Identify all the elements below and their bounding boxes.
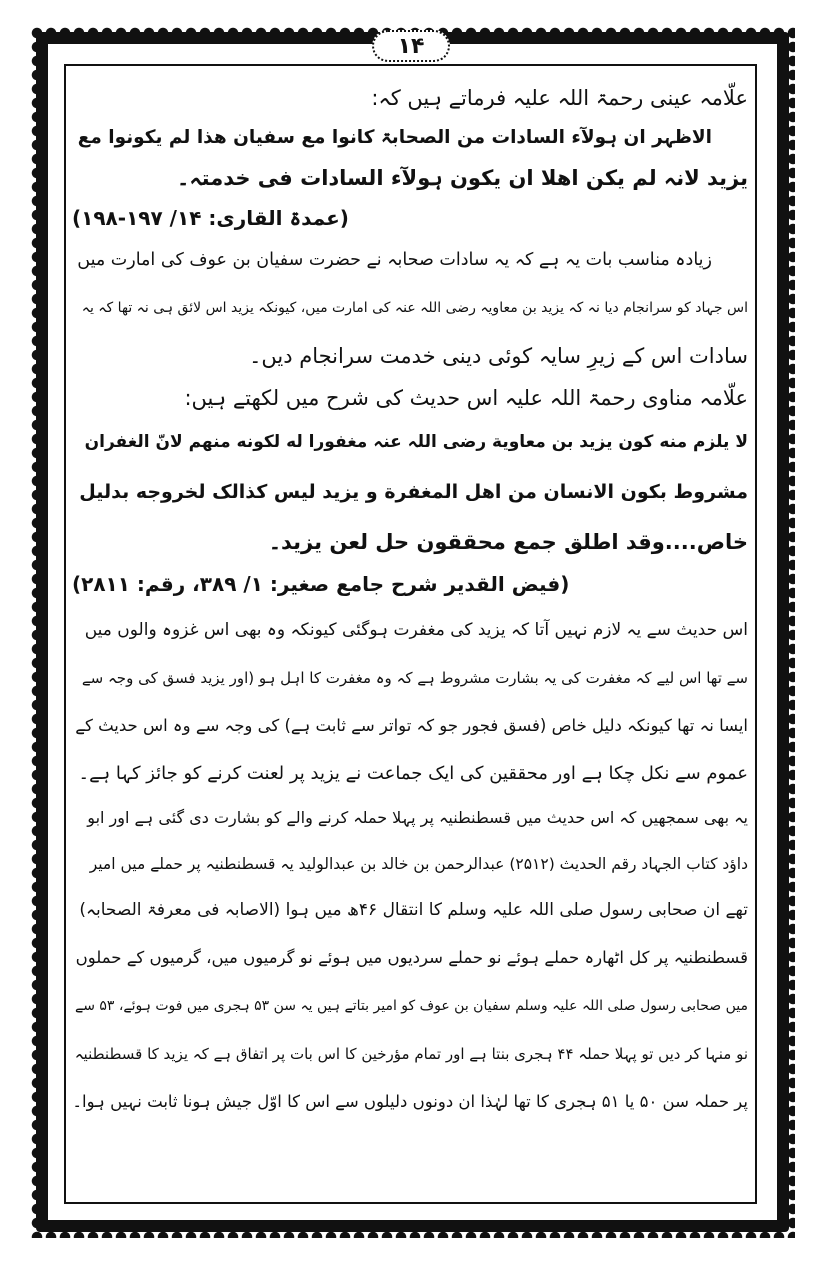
- line-22: نو منہا کر دیں تو پہلا حملہ ۴۴ ہجری بنتا ہے اور تمام مؤرخین کا اس بات پر اتفاق ہے کہ یزید کا قسطنطنیہ: [74, 1045, 748, 1063]
- line-3: یزید لانہ لم یکن اھلا ان یکون ہولآء السادات فی خدمتہ۔: [177, 166, 748, 190]
- line-18: داؤد کتاب الجہاد رقم الحدیث (۲۵۱۲) عبدالرحمن بن خالد بن عبدالولید یہ قسطنطنیہ پر حملے میں امیر: [89, 855, 748, 873]
- line-20: قسطنطنیہ پر کل اٹھارہ حملے ہوئے نو حملے سردیوں میں ہوئے نو گرمیوں میں، گرمیوں کے حملوں: [75, 948, 748, 967]
- line-19: تھے ان صحابی رسول صلی اللہ علیہ وسلم کا انتقال ۴۶ھ میں ہوا (الاصابہ فی معرفۃ الصحابہ): [79, 900, 748, 920]
- line-1: علّامہ عینی رحمۃ اللہ علیہ فرماتے ہیں کہ:: [371, 86, 748, 110]
- page-number-text: ۱۴: [397, 33, 425, 59]
- line-11: خاص....وقد اطلق جمع محققون حل لعن یزید۔: [268, 530, 748, 554]
- line-7: سادات اس کے زیرِ سایہ کوئی دینی خدمت سرانجام دیں۔: [249, 344, 748, 368]
- line-14: سے تھا اس لیے کہ مغفرت کی یہ بشارت مشروط ہے کہ وہ مغفرت کا اہل ہو (اور یزید فسق کی وجہ سے: [81, 669, 748, 687]
- line-23: پر حملہ سن ۵۰ یا ۵۱ ہجری کا تھا لہٰذا ان دونوں دلیلوں سے اس کا اوّل جیش ہونا ثابت نہیں ہوا۔: [72, 1092, 748, 1111]
- page-body: [72, 80, 748, 1196]
- line-17: یہ بھی سمجھیں کہ اس حدیث میں قسطنطنیہ پر پہلا حملہ کرنے والے کو بشارت دی گئی ہے اور ابو: [87, 808, 748, 827]
- line-2: الاظہر ان ہولآء السادات من الصحابۃ کانوا مع سفیان ھذا لم یکونوا مع: [77, 127, 712, 148]
- line-5: زیادہ مناسب بات یہ ہے کہ یہ سادات صحابہ نے حضرت سفیان بن عوف کی امارت میں: [77, 250, 712, 270]
- line-15: ایسا نہ تھا کیونکہ دلیل خاص (فسق فجور جو کہ تواتر سے ثابت ہے) کی وجہ سے وہ اس حدیث کے: [75, 716, 748, 735]
- reference-1: (عمدۃ القاری: ۱۴/ ۱۹۷-۱۹۸): [72, 206, 349, 230]
- line-9: لا یلزم منه کون یزید بن معاویة رضی اللہ عنہ مغفورا له لکونه منهم لانّ الغفران: [84, 432, 748, 452]
- line-13: اس حدیث سے یہ لازم نہیں آتا کہ یزید کی مغفرت ہوگئی کیونکہ وہ بھی اس غزوہ والوں میں: [84, 620, 748, 640]
- line-16: عموم سے نکل چکا ہے اور محققین کی ایک جماعت نے یزید پر لعنت کرنے کو جائز کہا ہے۔: [78, 763, 748, 784]
- reference-2: (فیض القدیر شرح جامع صغیر: ۱/ ۳۸۹، رقم: ۲۸۱۱): [72, 572, 570, 596]
- page-number: [372, 30, 450, 62]
- line-6: اس جہاد کو سرانجام دیا نہ کہ یزید بن معاویہ رضی اللہ عنہ کی امارت میں، کیونکہ یزید اس لائق ہی نہ تھا کہ یہ: [81, 300, 748, 316]
- line-10: مشروط بکون الانسان من اهل المغفرة و یزید لیس کذالک لخروجه بدلیل: [79, 481, 748, 503]
- line-21: میں صحابی رسول صلی اللہ علیہ وسلم سفیان بن عوف کو امیر بتاتے ہیں یہ سن ۵۳ ہجری میں فوت ہوئے، ۵۳ سے: [74, 998, 748, 1014]
- line-8: علّامہ مناوی رحمۃ اللہ علیہ اس حدیث کی شرح میں لکھتے ہیں:: [184, 386, 748, 410]
